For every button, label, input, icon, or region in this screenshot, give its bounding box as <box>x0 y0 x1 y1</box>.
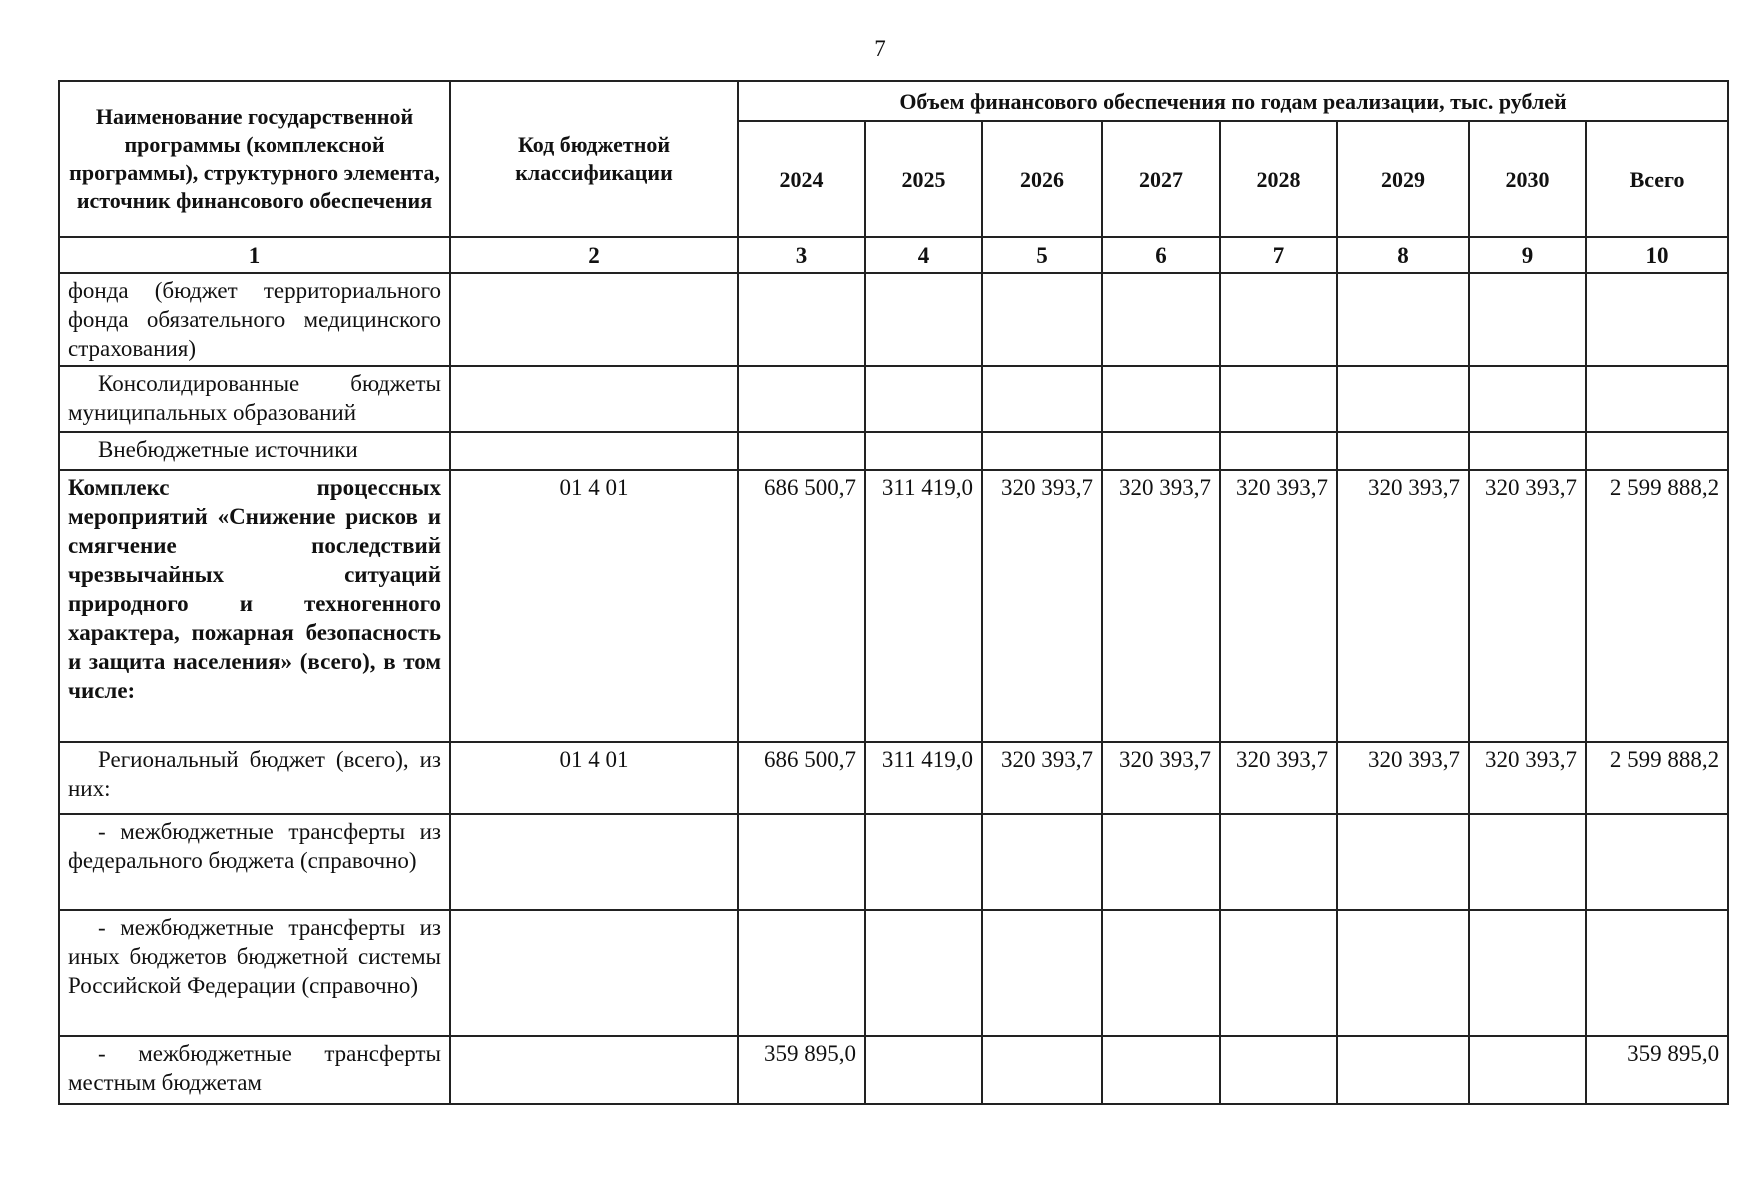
row-value <box>1337 814 1469 910</box>
header-year-2025: 2025 <box>865 121 982 237</box>
row-value <box>1220 814 1337 910</box>
column-number: 5 <box>982 237 1102 273</box>
row-value <box>738 366 865 432</box>
row-name: Консолидированные бюджеты муниципальных образований <box>59 366 450 432</box>
header-name-column: Наименование государственной программы (комплексной программы), структурного элемента, источник финансового обеспечения <box>59 81 450 237</box>
row-value <box>1337 910 1469 1036</box>
row-value <box>865 273 982 366</box>
row-value <box>1469 366 1586 432</box>
table-row <box>59 432 1728 470</box>
row-value <box>865 910 982 1036</box>
row-value <box>1337 366 1469 432</box>
row-value: 320 393,7 <box>1220 742 1337 814</box>
row-value <box>982 432 1102 470</box>
row-value: 320 393,7 <box>982 742 1102 814</box>
row-value <box>982 366 1102 432</box>
row-value <box>1469 910 1586 1036</box>
row-value <box>1337 1036 1469 1104</box>
row-value <box>1469 432 1586 470</box>
row-value <box>865 366 982 432</box>
row-value <box>982 910 1102 1036</box>
row-code <box>450 432 738 470</box>
row-value: 686 500,7 <box>738 742 865 814</box>
row-name: Внебюджетные источники <box>59 432 450 470</box>
row-code: 01 4 01 <box>450 742 738 814</box>
row-name: фонда (бюджет территориального фонда обязательного медицинского страхования) <box>59 273 450 366</box>
row-value <box>1469 273 1586 366</box>
header-code-column: Код бюджетной классификации <box>450 81 738 237</box>
header-year-2026: 2026 <box>982 121 1102 237</box>
column-number: 10 <box>1586 237 1728 273</box>
header-year-2030: 2030 <box>1469 121 1586 237</box>
row-value: 686 500,7 <box>738 470 865 742</box>
row-name: Региональный бюджет (всего), из них: <box>59 742 450 814</box>
row-value <box>982 273 1102 366</box>
row-value <box>865 432 982 470</box>
table-row <box>59 1036 1728 1104</box>
row-value <box>1220 1036 1337 1104</box>
row-value <box>1586 432 1728 470</box>
row-value <box>1469 1036 1586 1104</box>
row-value: 320 393,7 <box>1337 470 1469 742</box>
header-total: Всего <box>1586 121 1728 237</box>
row-value <box>1102 1036 1220 1104</box>
row-code <box>450 366 738 432</box>
row-value <box>1102 432 1220 470</box>
row-value <box>1220 366 1337 432</box>
row-value <box>982 1036 1102 1104</box>
column-number: 7 <box>1220 237 1337 273</box>
row-value <box>1102 366 1220 432</box>
row-name: - межбюджетные трансферты из иных бюджетов бюджетной системы Российской Федерации (справочно) <box>59 910 450 1036</box>
header-year-2028: 2028 <box>1220 121 1337 237</box>
row-value: 2 599 888,2 <box>1586 470 1728 742</box>
row-value <box>1220 432 1337 470</box>
table-row <box>59 273 1728 366</box>
row-value <box>865 814 982 910</box>
row-value: 2 599 888,2 <box>1586 742 1728 814</box>
row-code <box>450 273 738 366</box>
row-value: 320 393,7 <box>1337 742 1469 814</box>
row-value: 359 895,0 <box>1586 1036 1728 1104</box>
row-value: 359 895,0 <box>738 1036 865 1104</box>
column-number: 9 <box>1469 237 1586 273</box>
table-row <box>59 366 1728 432</box>
row-value <box>1586 814 1728 910</box>
row-value <box>1220 273 1337 366</box>
row-value <box>1102 910 1220 1036</box>
row-value: 320 393,7 <box>1102 742 1220 814</box>
row-value <box>982 814 1102 910</box>
table-row <box>59 742 1728 814</box>
header-year-2029: 2029 <box>1337 121 1469 237</box>
row-value <box>1586 910 1728 1036</box>
column-number: 4 <box>865 237 982 273</box>
table-row <box>59 910 1728 1036</box>
row-name: - межбюджетные трансферты местным бюджетам <box>59 1036 450 1104</box>
row-value <box>1337 273 1469 366</box>
row-value <box>1586 273 1728 366</box>
row-value <box>865 1036 982 1104</box>
row-code: 01 4 01 <box>450 470 738 742</box>
row-value <box>1102 273 1220 366</box>
row-code <box>450 1036 738 1104</box>
row-name: - межбюджетные трансферты из федерального бюджета (справочно) <box>59 814 450 910</box>
column-number: 1 <box>59 237 450 273</box>
row-value: 320 393,7 <box>1220 470 1337 742</box>
header-volume-title: Объем финансового обеспечения по годам реализации, тыс. рублей <box>738 81 1728 121</box>
row-code <box>450 910 738 1036</box>
column-number: 3 <box>738 237 865 273</box>
row-value <box>1469 814 1586 910</box>
header-year-2024: 2024 <box>738 121 865 237</box>
row-value <box>1102 814 1220 910</box>
row-value <box>738 910 865 1036</box>
row-value: 320 393,7 <box>982 470 1102 742</box>
row-value <box>1337 432 1469 470</box>
row-value: 320 393,7 <box>1102 470 1220 742</box>
row-value <box>738 814 865 910</box>
column-number: 6 <box>1102 237 1220 273</box>
table-row <box>59 814 1728 910</box>
header-year-2027: 2027 <box>1102 121 1220 237</box>
table-row <box>59 470 1728 742</box>
row-value: 320 393,7 <box>1469 470 1586 742</box>
row-code <box>450 814 738 910</box>
row-value: 311 419,0 <box>865 470 982 742</box>
row-value <box>1586 366 1728 432</box>
row-value <box>738 432 865 470</box>
page-number: 7 <box>874 36 886 61</box>
column-number: 2 <box>450 237 738 273</box>
financing-table <box>58 80 1729 1105</box>
row-name: Комплекс процессных мероприятий «Снижение рисков и смягчение последствий чрезвычайных ситуаций природного и техногенного характера, пожарная безопасность и защита населения» (всего), в том числе: <box>59 470 450 742</box>
row-value: 320 393,7 <box>1469 742 1586 814</box>
row-value: 311 419,0 <box>865 742 982 814</box>
row-value <box>1220 910 1337 1036</box>
column-number: 8 <box>1337 237 1469 273</box>
row-value <box>738 273 865 366</box>
